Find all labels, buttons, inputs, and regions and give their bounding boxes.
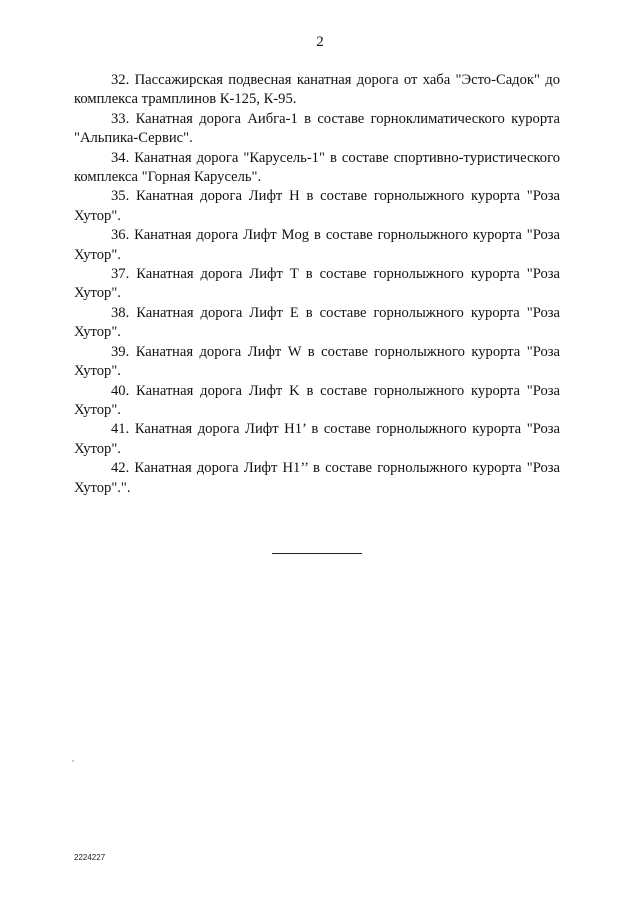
- document-code: 2224227: [74, 853, 106, 862]
- list-item-32: 32. Пассажирская подвесная канатная дорога от хаба "Эсто-Садок" до комплекса трамплинов К-125, К-95.: [74, 72, 560, 108]
- list-item-38: 38. Канатная дорога Лифт Е в составе горнолыжного курорта "Роза Хутор".: [74, 304, 560, 341]
- page-number: 2: [316, 34, 324, 50]
- list-item-41: 41. Канатная дорога Лифт Н1’ в составе горнолыжного курорта "Роза Хутор".: [74, 421, 560, 457]
- list-item-36: 36. Канатная дорога Лифт Mog в составе горнолыжного курорта "Роза Хутор".: [74, 227, 560, 263]
- list-item-39: 39. Канатная дорога Лифт W в составе горнолыжного курорта "Роза Хутор".: [74, 343, 560, 380]
- list-item-40: 40. Канатная дорога Лифт K в составе горнолыжного курорта "Роза Хутор".: [74, 382, 560, 418]
- numbered-list: [74, 71, 560, 498]
- list-item-37: 37. Канатная дорога Лифт Т в составе горнолыжного курорта "Роза Хутор".: [74, 266, 560, 302]
- list-item-33: 33. Канатная дорога Аибга-1 в составе горноклиматического курорта "Альпика-Сервис".: [74, 110, 560, 147]
- scan-speck: [72, 760, 74, 762]
- list-item-42: 42. Канатная дорога Лифт Н1’’ в составе горнолыжного курорта "Роза Хутор".".: [74, 460, 560, 496]
- end-divider-line: [272, 553, 362, 554]
- list-item-35: 35. Канатная дорога Лифт Н в составе горнолыжного курорта "Роза Хутор".: [74, 188, 560, 224]
- list-item-34: 34. Канатная дорога "Карусель-1" в составе спортивно-туристического комплекса "Горная Карусель".: [74, 149, 560, 186]
